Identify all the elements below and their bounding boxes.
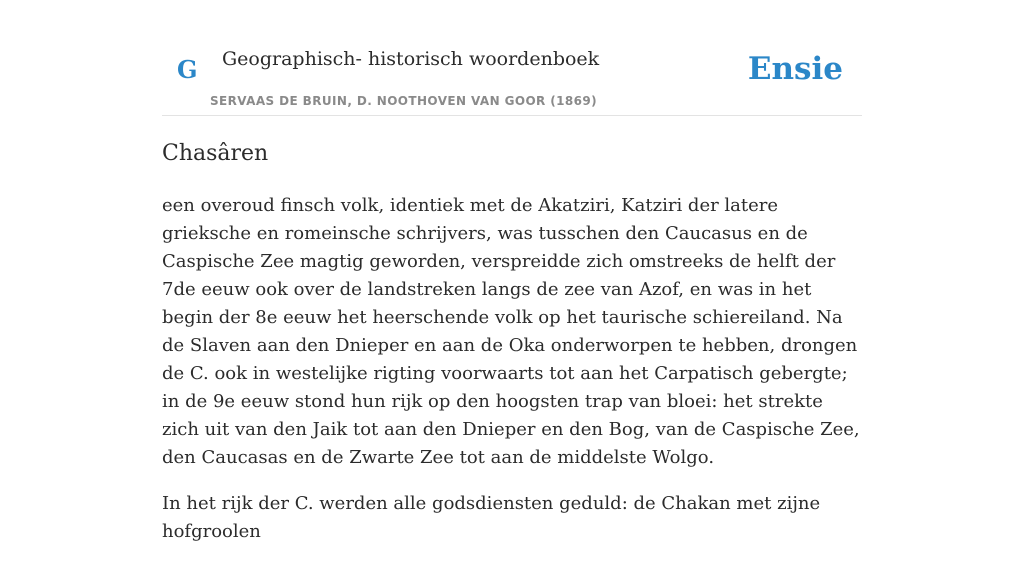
header [162,0,862,116]
book-logo-icon[interactable]: G [177,55,198,84]
entry-paragraph: een overoud finsch volk, identiek met de Akatziri, Katziri der latere grieksche en romeinsche schrijvers, was tusschen den Caucasus en de Caspische Zee magtig geworden, verspreidde zich omstreeks de helft der 7de eeuw ook over de landstreken langs de zee van Azof, en was in het begin der 8e eeuw het heerschende volk op het taurische schiereiland. Na de Slaven aan den Dnieper en aan de Oka onderworpen te hebben, drongen de C. ook in westelijke rigting voorwaarts tot aan het Carpatisch gebergte; in de 9e eeuw stond hun rijk op den hoogsten trap van bloei: het strekte zich uit van den Jaik tot aan den Dnieper en den Bog, van de Caspische Zee, den Caucasas en de Zwarte Zee tot aan de middelste Wolgo. [162,195,860,468]
book-title[interactable]: Geographisch- historisch woordenboek [222,48,600,70]
entry-body [162,192,862,564]
entry-title: Chasâren [162,141,269,166]
page-container [162,0,862,542]
entry-paragraph: In het rijk der C. werden alle godsdiensten geduld: de Chakan met zijne hofgroolen [162,493,821,542]
ensie-logo[interactable]: Ensie [747,51,843,87]
book-authors: SERVAAS DE BRUIN, D. NOOTHOVEN VAN GOOR (1869) [210,94,598,108]
